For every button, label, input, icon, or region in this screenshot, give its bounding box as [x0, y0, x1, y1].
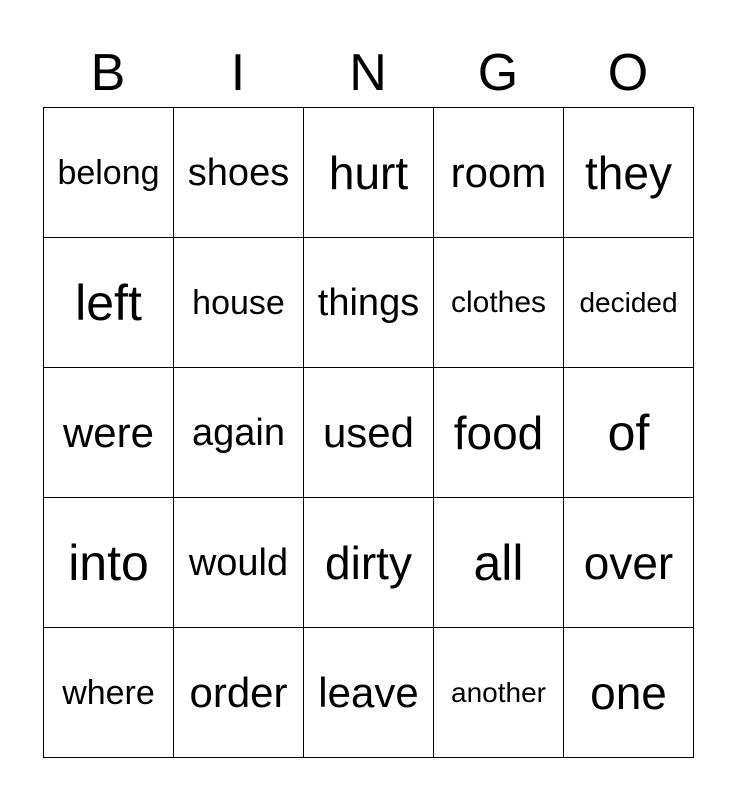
header-letter-n: N: [349, 44, 387, 102]
bingo-cell-r3-c4[interactable]: over: [564, 498, 694, 628]
bingo-cell-r2-c0[interactable]: were: [44, 368, 174, 498]
bingo-cell-r2-c2[interactable]: used: [304, 368, 434, 498]
bingo-cell-r3-c3[interactable]: all: [434, 498, 564, 628]
bingo-cell-r4-c2[interactable]: leave: [304, 628, 434, 758]
bingo-cell-r1-c0[interactable]: left: [44, 238, 174, 368]
bingo-cell-r2-c1[interactable]: again: [174, 368, 304, 498]
header-letter-o: O: [607, 44, 649, 102]
bingo-cell-r1-c2[interactable]: things: [304, 238, 434, 368]
header-letter-i: I: [230, 44, 246, 102]
bingo-cell-r4-c4[interactable]: one: [564, 628, 694, 758]
bingo-cell-r4-c0[interactable]: where: [44, 628, 174, 758]
bingo-cell-r4-c1[interactable]: order: [174, 628, 304, 758]
bingo-cell-r0-c0[interactable]: belong: [44, 108, 174, 238]
header-letter-g: G: [477, 44, 519, 102]
bingo-board: [43, 107, 694, 758]
bingo-cell-r3-c0[interactable]: into: [44, 498, 174, 628]
bingo-cell-r1-c3[interactable]: clothes: [434, 238, 564, 368]
bingo-cell-r1-c4[interactable]: decided: [564, 238, 694, 368]
bingo-cell-r0-c2[interactable]: hurt: [304, 108, 434, 238]
bingo-cell-r2-c3[interactable]: food: [434, 368, 564, 498]
bingo-cell-r1-c1[interactable]: house: [174, 238, 304, 368]
bingo-header: [43, 40, 693, 106]
bingo-cell-r3-c1[interactable]: would: [174, 498, 304, 628]
bingo-cell-r4-c3[interactable]: another: [434, 628, 564, 758]
bingo-cell-r0-c1[interactable]: shoes: [174, 108, 304, 238]
bingo-cell-r0-c4[interactable]: they: [564, 108, 694, 238]
bingo-cell-r2-c4[interactable]: of: [564, 368, 694, 498]
bingo-cell-r3-c2[interactable]: dirty: [304, 498, 434, 628]
header-letter-b: B: [90, 44, 126, 102]
bingo-cell-r0-c3[interactable]: room: [434, 108, 564, 238]
